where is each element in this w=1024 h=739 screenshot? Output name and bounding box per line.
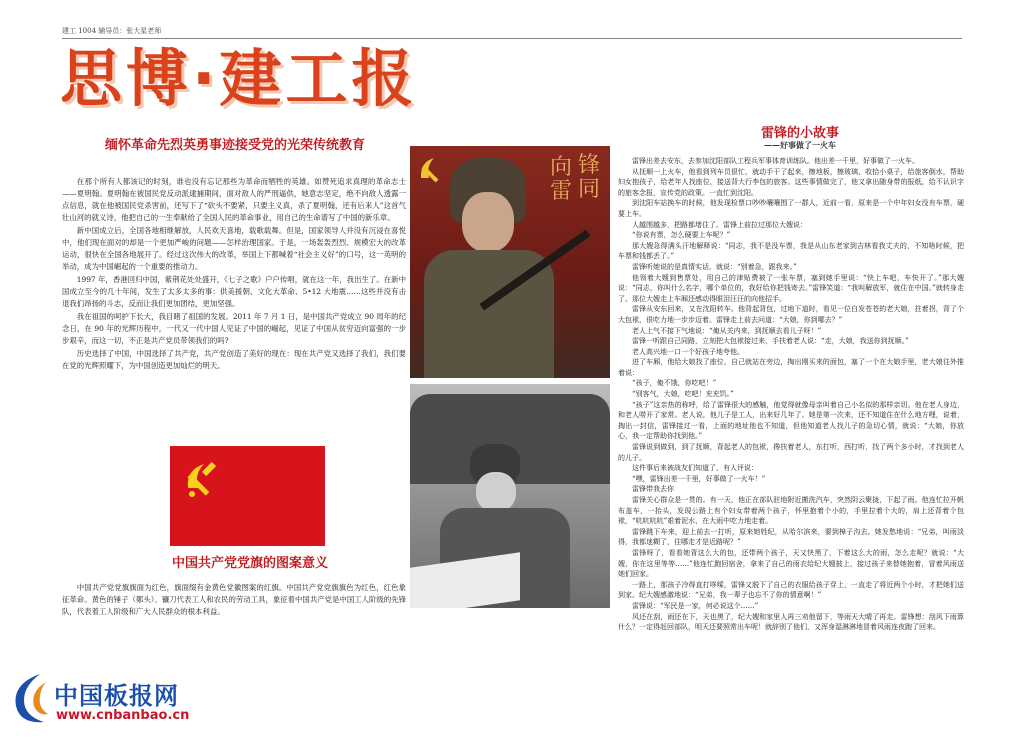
left-paragraph: 1997 年，香港回归中国，紫荆花处处盛开，《七子之歌》户户传唱，就在这一年，我出生了。在新中国成立至今的几十年间，发生了太多太多的事：供美援朝、文化大革命、5•12 大地震……这些并没有击退我们昂扬的斗志，反而让我们更加团结，更加坚强。 <box>62 275 406 308</box>
right-paragraph: “别客气，大娘，吃吧！充充饥。” <box>632 390 734 399</box>
hammer-sickle-icon <box>416 154 450 188</box>
header-divider <box>62 38 962 39</box>
right-paragraph: 雷锋关心群众是一贯的。有一天，他正在部队驻地附近搬洗汽车，突然阴云聚拢，下起了雨。他连忙拉开帆布盖车，一抬头，发现公路上有个妇女带着两个孩子，怀里抱着个小的，手里拉着个大的，肩上还背着个包袱，“吭吭吭吭”艰着泥水，在大雨中吃力地走着。 <box>618 496 964 526</box>
right-paragraph: 雷锋跳下车来，迎上前去一打听，原来她姓纪，从哈尔滨来，要到樟子沟去。她发愁地说：“兄弟，叫雨淡得，我都迷糊了，往哪走才是近路呢？” <box>618 527 964 547</box>
right-paragraph: 雷锋带我去你 <box>632 485 674 494</box>
lei-feng-reading-photo <box>410 384 610 608</box>
flag-section-body: 中国共产党党旗旗面为红色，旗面缀有金黄色党徽图案的红旗。中国共产党党旗旗色为红色，红色象征革命。黄色的锤子（鄚头）、镰刀代表工人和农民的劳动工具，象征着中国共产党是中国工人阶级的先锋队，代表着工人阶级和广大人民群众的根本利益。 <box>62 583 406 616</box>
right-article-body <box>618 156 964 636</box>
logo-url: www.cnbanbao.cn <box>56 708 190 723</box>
right-paragraph: 雷锋说到做到，到了抚顺，背起老人的包袱，搀扶着老人，东打听，西打听，找了两个多小时，才找到老人的儿子。 <box>618 443 964 462</box>
right-paragraph: “孩子”这亲热的称呼，给了雷锋很大的感触，他觉得就像母亲叫着自己小名似的那样亲切。他在老人身边，和老人唠开了家常。老人说，他儿子是工人，出来好几年了。她是第一次来，还不知道住在什么地方哩，说着，掏出一封信，雷锋接过一看，上面的地址他也不知道，但他知道老人找儿子的急切心情，就说：“大娘，你放心，我一定帮助你找到他。” <box>618 400 964 441</box>
left-paragraph: 历史选择了中国，中国选择了共产党，共产党创造了美好的现在：现在共产党又选择了我们，我们要在党的光辉照耀下，为中国创造更加灿烂的明天。 <box>62 349 406 370</box>
lei-feng-portrait-photo: 向雷 锋同 <box>410 146 610 378</box>
right-paragraph: “孩子，俺不饿，你吃吧！” <box>632 379 717 388</box>
logo-name: 中国板报网 <box>54 682 179 710</box>
right-article-headline: 雷锋的小故事 <box>760 126 839 141</box>
right-paragraph: “你说有票，怎么硬要上车呢？” <box>632 231 731 240</box>
flag-section-title: 中国共产党党旗的图案意义 <box>171 556 328 571</box>
left-paragraph: 我在祖国的呵护下长大，我目睹了祖国的发展。2011 年 7 月 1 日，是中国共产党成立 90 周年的纪念日，在 90 年的光辉历程中，一代又一代中国人见证了中国的崛起，见证了中国从贫穷迈向富强的一步步艰辛，而这一切，不正是共产党员带领我们的吗? <box>62 312 406 345</box>
right-paragraph: 雷锋说：“军民是一家，何必说这个……” <box>632 601 759 610</box>
right-paragraph: 老人上气不接下气地说：“俺从关内来，到抚顺去看儿子呀！” <box>632 326 822 335</box>
right-paragraph: 一路上，那孩子冷得直打哆嗦，雷锋又脱下了自己的衣服给孩子穿上，一直走了将近两个小时，才把她们送到家。纪大嫂感激地说：“兄弟，我一辈子也忘不了你的情意啊！” <box>618 580 964 600</box>
left-article-headline: 缅怀革命先烈英勇事迹接受党的光荣传统教育 <box>104 138 365 153</box>
right-paragraph: 雷锋出差去安东，去参加沈阳部队工程兵军事体育训练队。他出差一千里，好事做了一火车。 <box>632 157 919 165</box>
right-paragraph: “嘿，雷锋出差一千里，好事做了一火车！” <box>632 474 766 483</box>
hammer-sickle-icon <box>180 458 224 502</box>
right-paragraph: 他领着大嫂到售票处，用自己的津贴费被了一张车票，塞到她手里说：“快上车吧，车快开了。”那大嫂说：“同志，你叫什么名字，哪个单位的，我好给你把钱寄去。”雷锋笑道：“我叫解放军，就住在中国。”就转身走了。那位大嫂走上车厢还感动得眼泪汪汪的向他招手。 <box>618 273 964 303</box>
left-paragraph: 在那个所有人都该记的时刻，谁也没有忘记那些为革命而牺牲的英雄。如赞死追求真理的革命志士——夏明翰。夏明翰在被国民党反动派逮捕期间，面对敌人的严刑逼供，她意志坚定，绝不向敌人透露一点信息，就在他被国民党杀害前，还写下了“砍头不要紧，只要主义真，杀了夏明翰，还有后来人”这首气壮山河的就义诗，他把自己的一生奉献给了全国人民的革命事业，用自己的生命谱写了中国的新乐章。 <box>62 177 406 222</box>
site-logo <box>10 668 200 728</box>
right-paragraph: 人越围越多，把路都堵住了。雷锋上前拉过那位大嫂说： <box>632 220 807 229</box>
party-flag-image <box>170 446 325 546</box>
header-note: 建工 1004 辅导员：张大星老师 <box>62 27 162 35</box>
right-paragraph: 从抚顺一上火车，他看到列车员很忙，就动手干了起来，擦地板，擦玻璃，收拾小桌子，给旅客倒水，帮助妇女抱孩子，给老年人找座位，接送背大行李包的旅客。这些事情做完了，他又拿出随身带的报纸，给不认识字的旅客念报，宣传党的政策。一直忙到沈阳。 <box>618 167 964 197</box>
right-paragraph: 那大嫂急得满头汗地解释说：“同志，我不是没车票，我是从山东老家到吉林看我丈夫的，不知啥时候，把车票和钱都丢了。” <box>618 241 964 261</box>
right-paragraph: 老人高兴地一口一个好孩子地夸他。 <box>632 347 744 356</box>
right-article-subhead: ——好事做了一火车 <box>764 140 836 150</box>
right-paragraph: 这件事后来被战友们知道了，有人评说： <box>632 464 758 473</box>
masthead-title: 思博·建工报 <box>60 42 418 115</box>
right-paragraph: 风还在刮，雨还在下，天也黑了，纪大嫂和家里人再三劝他留下，等雨天大晴了再走。雷锋想：刮风下雨算什么？一定得赶回部队，明天还要照常出车呢！就辞别了他们，又浑身湿淋淋地冒着风雨连夜跑了回来。 <box>618 612 964 632</box>
right-paragraph: 雷锋呀了，看看她背这么大的包，还带两个孩子，天又快黑了，下着这么大的雨，怎么走呢？就说：“大嫂，你在这里等等……”他连忙跑回宿舍，拿来了自己的雨衣给纪大嫂披上，接过孩子来替她抱着，冒着风雨送她们回家。 <box>618 548 964 579</box>
right-paragraph: 进了车厢，他给大娘找了座位，自己就站在旁边，掏出刚买来的面包，塞了一个在大娘手里，老大娘往外推着说： <box>618 358 964 377</box>
left-article-body <box>62 176 406 373</box>
right-paragraph: 雷锋听她说的是真情实话，就说：“别着急，跟我来。” <box>632 262 797 271</box>
right-paragraph: 到沈阳车站换车的时候，他发现检票口吵吵嚷嚷围了一群人，近前一看，原来是一个中年妇女没有车票，硬要上车。 <box>618 199 964 218</box>
right-paragraph: 雷锋从安东回来，又在沈阳转车。他背起背包，过地下道时，看见一位白发苍苍的老大娘，拄着拐，背了个大包袱，很吃力地一步步迈着。雷锋走上前去问道：“大娘，你到哪去？” <box>618 305 964 324</box>
logo-swoosh-icon <box>10 670 50 726</box>
left-paragraph: 新中国成立后，全国各地相继解放，人民欢天喜地，载歌载舞。但是，国家领导人并没有沉浸在喜悦中，他们现在面对的却是一个更加严峻的问题——怎样治理国家。于是，一场轰轰烈烈、规模宏大的改革运动，很快在全国各地展开了。经过这次伟大的改革，举国上下都喊着“社会主义好”的口号，这一英明的举动，成为中国崛起的一个重要的推动力。 <box>62 226 406 271</box>
right-paragraph: 雷锋一听跟自己同路，立刻把大包袱接过来，手扶着老人说：“走，大娘，我送你到抚顺。” <box>632 337 909 346</box>
